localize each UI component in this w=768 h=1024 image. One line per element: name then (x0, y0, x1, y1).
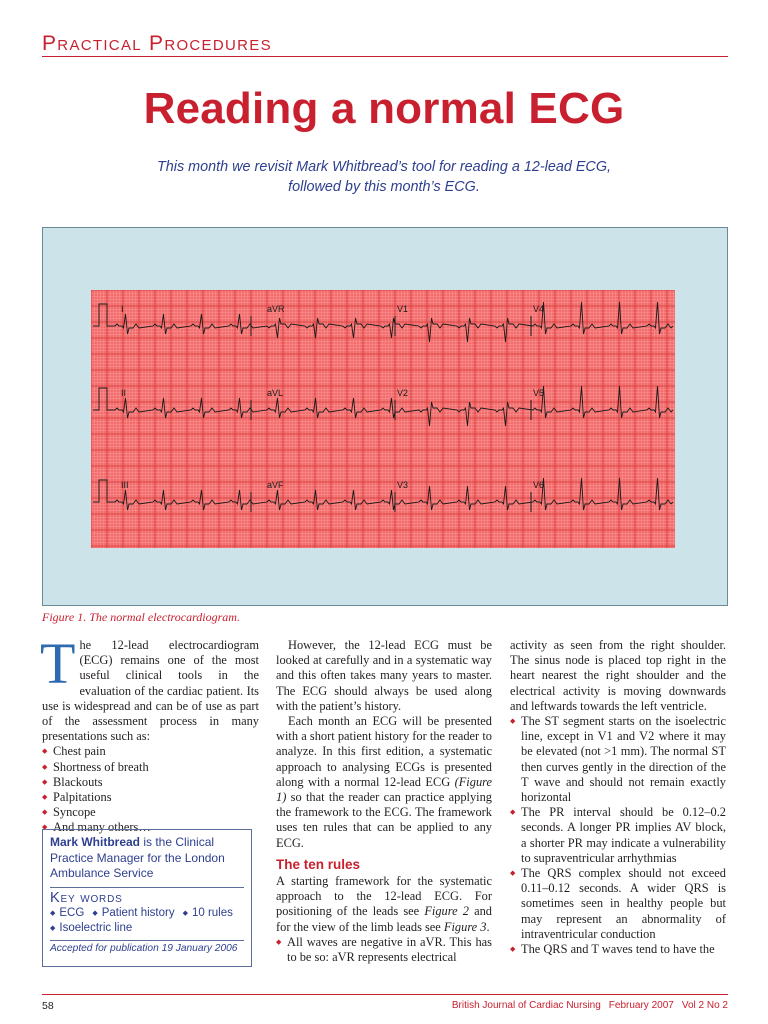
lead-label: V6 (533, 480, 545, 490)
list-item: ◆ The ST segment starts on the isoelectric line, except in V1 and V2 where it may be elevated (not >1 mm). The normal ST then curves gently in the direction of the T wave and should not remain exactly horizontal (510, 714, 726, 805)
keywords-heading: Key words (50, 887, 244, 906)
lead-label: V1 (397, 304, 409, 314)
figure-ref: Figure 2 (424, 904, 469, 919)
lead-label: II (121, 388, 127, 398)
column-3 (510, 638, 726, 957)
list-item: ◆ The PR interval should be 0.12–0.2 seconds. A longer PR implies AV block, a shorter PR may indicate a vulnerability to supraventricular arrhythmias (510, 805, 726, 866)
list-item: ◆ Shortness of breath (42, 760, 259, 775)
section-label: Practical Procedures (42, 32, 272, 55)
paragraph: However, the 12-lead ECG must be looked at carefully and in a systematic way and this often takes many years to master. The ECG should always be used along with the patient’s history. (276, 638, 492, 713)
ecg-figure (42, 227, 728, 606)
text: and for the view of the limb leads see (276, 904, 492, 934)
lead-label: V3 (397, 480, 409, 490)
author-bio (50, 835, 244, 882)
text: . (486, 919, 490, 934)
list-item: ◆ The QRS and T waves tend to have the (510, 942, 726, 957)
list-item: ◆ And many others… (42, 820, 259, 835)
header-rule (42, 56, 728, 57)
lead-label: V4 (533, 304, 545, 314)
column-2 (276, 638, 492, 965)
author-name: Mark Whitbread (50, 835, 141, 849)
section-heading: The ten rules (276, 856, 361, 872)
keywords-list (50, 906, 244, 936)
lead-label: V5 (533, 388, 545, 398)
list-item: ◆ Blackouts (42, 775, 259, 790)
standfirst-line-1: This month we revisit Mark Whitbread’s tool for reading a 12-lead ECG, (156, 159, 612, 175)
intro-text: he 12-lead electrocardiogram (ECG) remains one of the most useful clinical tools in the evaluation of the cardiac patient. Its use is widespread and can be of use as part of the assessment process in many presentations such as: (42, 638, 259, 744)
lead-label: aVF (267, 480, 284, 490)
lead-label: V2 (397, 388, 409, 398)
ecg-paper (91, 290, 675, 548)
rules-list (276, 935, 492, 965)
footer-journal-info (444, 1000, 728, 1011)
paragraph (276, 714, 492, 851)
lead-label: III (121, 480, 129, 490)
figure-caption: Figure 1. The normal electrocardiogram. (42, 610, 240, 624)
keyword: ◆ 10 rules (183, 907, 233, 919)
text: Each month an ECG will be presented with a short patient history for the reader to analyze. In this first edition, a systematic approach to analysing ECGs is presented along with a normal 12-lead ECG (276, 714, 492, 789)
keyword: ◆ Patient history (92, 907, 174, 919)
list-item: ◆ Chest pain (42, 744, 259, 759)
list-item: ◆ Palpitations (42, 790, 259, 805)
keyword: ◆ Isoelectric line (50, 922, 132, 934)
drop-cap: T (40, 631, 76, 696)
footer-rule (42, 994, 728, 995)
list-item: ◆ All waves are negative in aVR. This has to be so: aVR represents electrical (276, 935, 492, 965)
journal-name: British Journal of Cardiac Nursing (451, 1000, 601, 1011)
figure-ref: (Figure 1) (276, 774, 492, 805)
author-role: is the Clinical Practice Manager for the London Ambulance Service (50, 835, 225, 880)
author-box (42, 829, 252, 967)
accepted-date: Accepted for publication 19 January 2006 (50, 940, 244, 954)
list-item: ◆ Syncope (42, 805, 259, 820)
paragraph (276, 874, 492, 935)
figure-ref: Figure 3 (443, 919, 487, 934)
column-1 (40, 631, 259, 836)
presentations-list (42, 744, 259, 835)
keyword: ◆ ECG (50, 907, 84, 919)
lead-label: aVR (267, 304, 285, 314)
standfirst-line-2: followed by this month’s ECG. (288, 179, 480, 195)
ecg-strip (91, 290, 675, 548)
issue-date: February 2007 (608, 1000, 674, 1011)
standfirst (110, 157, 658, 197)
lead-label: I (121, 304, 124, 314)
lead-label: aVL (267, 388, 284, 398)
text: so that the reader can practice applying the framework to the ECG. The framework uses ten rules that can be applied to any ECG. (276, 790, 492, 850)
rules-list (510, 714, 726, 957)
article-title: Reading a normal ECG (143, 84, 625, 133)
volume: Vol 2 No 2 (681, 1000, 728, 1011)
page-number: 58 (42, 1000, 54, 1012)
list-item: ◆ The QRS complex should not exceed 0.11–0.12 seconds. A wider QRS is sometimes seen in healthy people but may represent an abnormality of intraventricular conduction (510, 866, 726, 942)
text: A starting framework for the systematic approach to the 12-lead ECG. For positioning of the leads see (276, 874, 492, 919)
intro-paragraph (40, 631, 259, 744)
paragraph: activity as seen from the right shoulder. The sinus node is placed top right in the heart nearest the right shoulder and the electrical activity is moving downwards and leftwards towards the left ventricle. (510, 638, 726, 713)
